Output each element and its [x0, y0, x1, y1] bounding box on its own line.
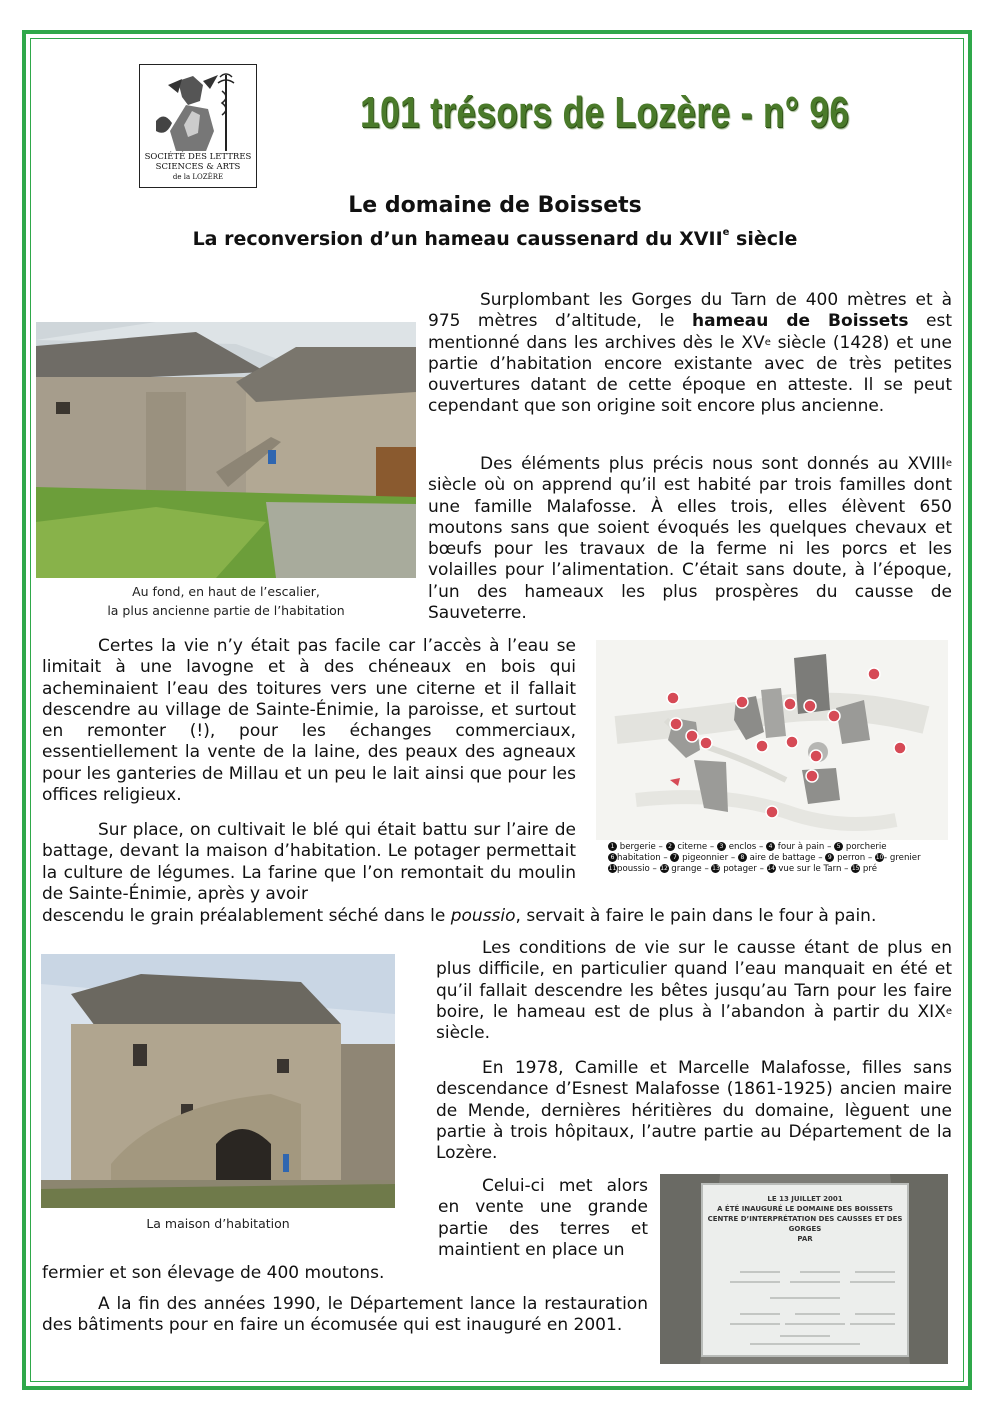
legend-label: perron	[837, 853, 866, 863]
p4-last-a: descendu le grain préalablement séché dans le	[42, 906, 451, 926]
p1-bold: hameau de Boissets	[691, 311, 909, 332]
subtitle-sup: e	[722, 227, 730, 238]
p4-last-b: , servait à faire le pain dans le four à pain.	[515, 906, 877, 926]
photo-courtyard	[36, 322, 416, 578]
paragraph-1	[428, 290, 952, 418]
legend-num: 9	[825, 853, 834, 862]
p1-text-c: siècle (1428) et une partie d’habitation encore existante avec de très petites ouvertures datant de cette époque en atteste. Il se peut cependant que son origine soit encore plus ancienne.	[428, 332, 952, 417]
p1-text-b: est mentionné dans les archives dès le XV	[428, 311, 953, 353]
legend-num: 2	[666, 842, 675, 851]
p2-text-a: Des éléments plus précis nous sont donnés au XVIII	[480, 454, 946, 474]
legend-label: habitation	[617, 853, 661, 863]
p5-text-b: siècle.	[436, 1023, 490, 1044]
plaque-date: LE 13 JUILLET 2001	[767, 1195, 843, 1203]
plaque-par: PAR	[797, 1235, 813, 1243]
plan-legend	[608, 842, 948, 875]
photo-house	[41, 954, 395, 1208]
legend-label: pré	[862, 864, 878, 874]
society-logo	[139, 64, 257, 188]
legend-label: grange	[671, 864, 702, 874]
legend-num: 13	[712, 865, 720, 872]
paragraph-3: Certes la vie n’y était pas facile car l’accès à l’eau se limitait à une lavogne et à des chéneaux en bois qui acheminaient l’eau des toitures vers une citerne et il fallait descendre au village de Sainte-Énimie, la paroisse, et surtout en remonter (!), pour les échanges commerciaux, essentiellement la vente de la laine, des peaux des agneaux pour les ganteries de Millau et un peu le lait ainsi que pour les offices religieux.	[42, 636, 576, 806]
legend-label: vue sur le Tarn	[778, 864, 842, 874]
plan-markers-group	[667, 668, 906, 818]
legend-label: enclos	[728, 842, 757, 852]
caption-1-line-1: Au fond, en haut de l’escalier,	[132, 584, 320, 599]
logo-line-2: SCIENCES & ARTS	[155, 162, 241, 172]
p1-sup: e	[764, 336, 771, 348]
paragraph-7: Celui-ci met alors en vente une grande partie des terres et maintient en place un	[438, 1176, 648, 1260]
legend-row-1: 1 bergerie – 2 citerne – 3 enclos – 4 four à pain – 5 porcherie	[608, 842, 948, 853]
legend-num: 11	[608, 865, 617, 872]
site-plan	[596, 640, 948, 840]
p4-italic: poussio	[450, 906, 516, 926]
logo-line-3: de la LOZÈRE	[172, 173, 224, 181]
subtitle-text: La reconversion d’un hameau caussenard du XVII	[192, 228, 723, 250]
photo-courtyard-caption	[36, 582, 416, 620]
legend-num: 10	[875, 854, 884, 861]
legend-label: potager	[723, 864, 757, 874]
plaque-line-2: CENTRE D’INTERPRÉTATION DES CAUSSES ET DES GORGES	[707, 1215, 903, 1233]
legend-label: citerne	[677, 842, 708, 852]
legend-num: 14	[767, 865, 775, 872]
p2-text-b: siècle où on apprend qu’il est habité par trois familles dont une famille Malafosse. À elles trois, elles élèvent 650 moutons sans que soient évoqués les quelques chevaux et bœufs pour les travaux de la ferme ni les porcs et les volailles pour l’alimentation. C’était sans doute, à l’époque, l’un des hameaux les plus prospères du causse de Sauveterre.	[428, 475, 952, 624]
paragraph-8: A la fin des années 1990, le Département lance la restauration des bâtiments pour en faire un écomusée qui est inauguré en 2001.	[42, 1294, 648, 1336]
p5-sup: e	[945, 1005, 952, 1017]
mercury-figure-icon	[148, 71, 248, 153]
photo-plaque	[660, 1174, 948, 1364]
p5-text-a: Les conditions de vie sur le causse étant de plus en plus difficile, en particulier quand l’eau manquait en été et qu’il fallait descendre les bêtes jusqu’au Tarn pour les faire boire, le hameau est de plus à l’abandon à partir du XIX	[436, 938, 952, 1022]
paragraph-5	[436, 938, 952, 1044]
main-title: 101 trésors de Lozère - n° 96	[360, 88, 850, 137]
photo-house-caption: La maison d’habitation	[146, 1216, 290, 1231]
legend-label: four à pain	[777, 842, 825, 852]
paragraph-2	[428, 454, 952, 624]
legend-num: 12	[660, 865, 668, 872]
legend-num: 7	[670, 853, 679, 862]
paragraph-6: En 1978, Camille et Marcelle Malafosse, filles sans descendance d’Esnest Malafosse (1861-1925) ancien maire de Mende, dernières héritières du domaine, lèguent une partie à trois hôpitaux, l’autre partie au Département de la Lozère.	[436, 1058, 952, 1164]
plaque-text	[702, 1194, 908, 1244]
legend-num: 1	[608, 842, 617, 851]
legend-row-3: 11poussio – 12 grange – 13 potager – 14 vue sur le Tarn – 15 pré	[608, 864, 878, 874]
article-title: Le domaine de Boissets	[348, 193, 642, 218]
legend-num: 5	[834, 842, 843, 851]
legend-num: 8	[738, 853, 747, 862]
paragraph-4-last-line	[42, 906, 952, 927]
article-subtitle	[150, 228, 840, 250]
legend-label: poussio	[617, 864, 650, 874]
legend-label: porcherie	[845, 842, 887, 852]
p1-text-a: Surplombant les Gorges du Tarn de 400 mètres et à 975 mètres d’altitude, le	[428, 290, 952, 332]
legend-label: bergerie	[619, 842, 656, 852]
subtitle-end: siècle	[729, 228, 798, 250]
p2-sup: e	[945, 458, 952, 469]
paragraph-7-last-line: fermier et son élevage de 400 moutons.	[42, 1263, 385, 1283]
plaque-line-1: A ÉTÉ INAUGURÉ LE DOMAINE DES BOISSETS	[717, 1205, 893, 1213]
legend-num: 4	[766, 842, 775, 851]
logo-line-1: SOCIÉTÉ DES LETTRES	[144, 152, 252, 162]
legend-label: grenier	[889, 853, 921, 863]
legend-num: 15	[851, 865, 860, 872]
legend-num: 3	[717, 842, 726, 851]
caption-1-line-2: la plus ancienne partie de l’habitation	[107, 603, 345, 618]
paragraph-4: Sur place, on cultivait le blé qui était battu sur l’aire de battage, devant la maison d’habitation. Le potager permettait la culture de légumes. La farine que l’on remontait du moulin de Sainte-Énimie, après y avoir	[42, 820, 576, 904]
legend-label: aire de battage	[749, 853, 816, 863]
legend-num: 6	[608, 853, 617, 862]
legend-row-2: 6 habitation – 7 pigeonnier – 8 aire de battage – 9 perron – 10- grenier	[608, 853, 948, 864]
plan-markers	[596, 640, 948, 840]
legend-label: pigeonnier	[682, 853, 729, 863]
